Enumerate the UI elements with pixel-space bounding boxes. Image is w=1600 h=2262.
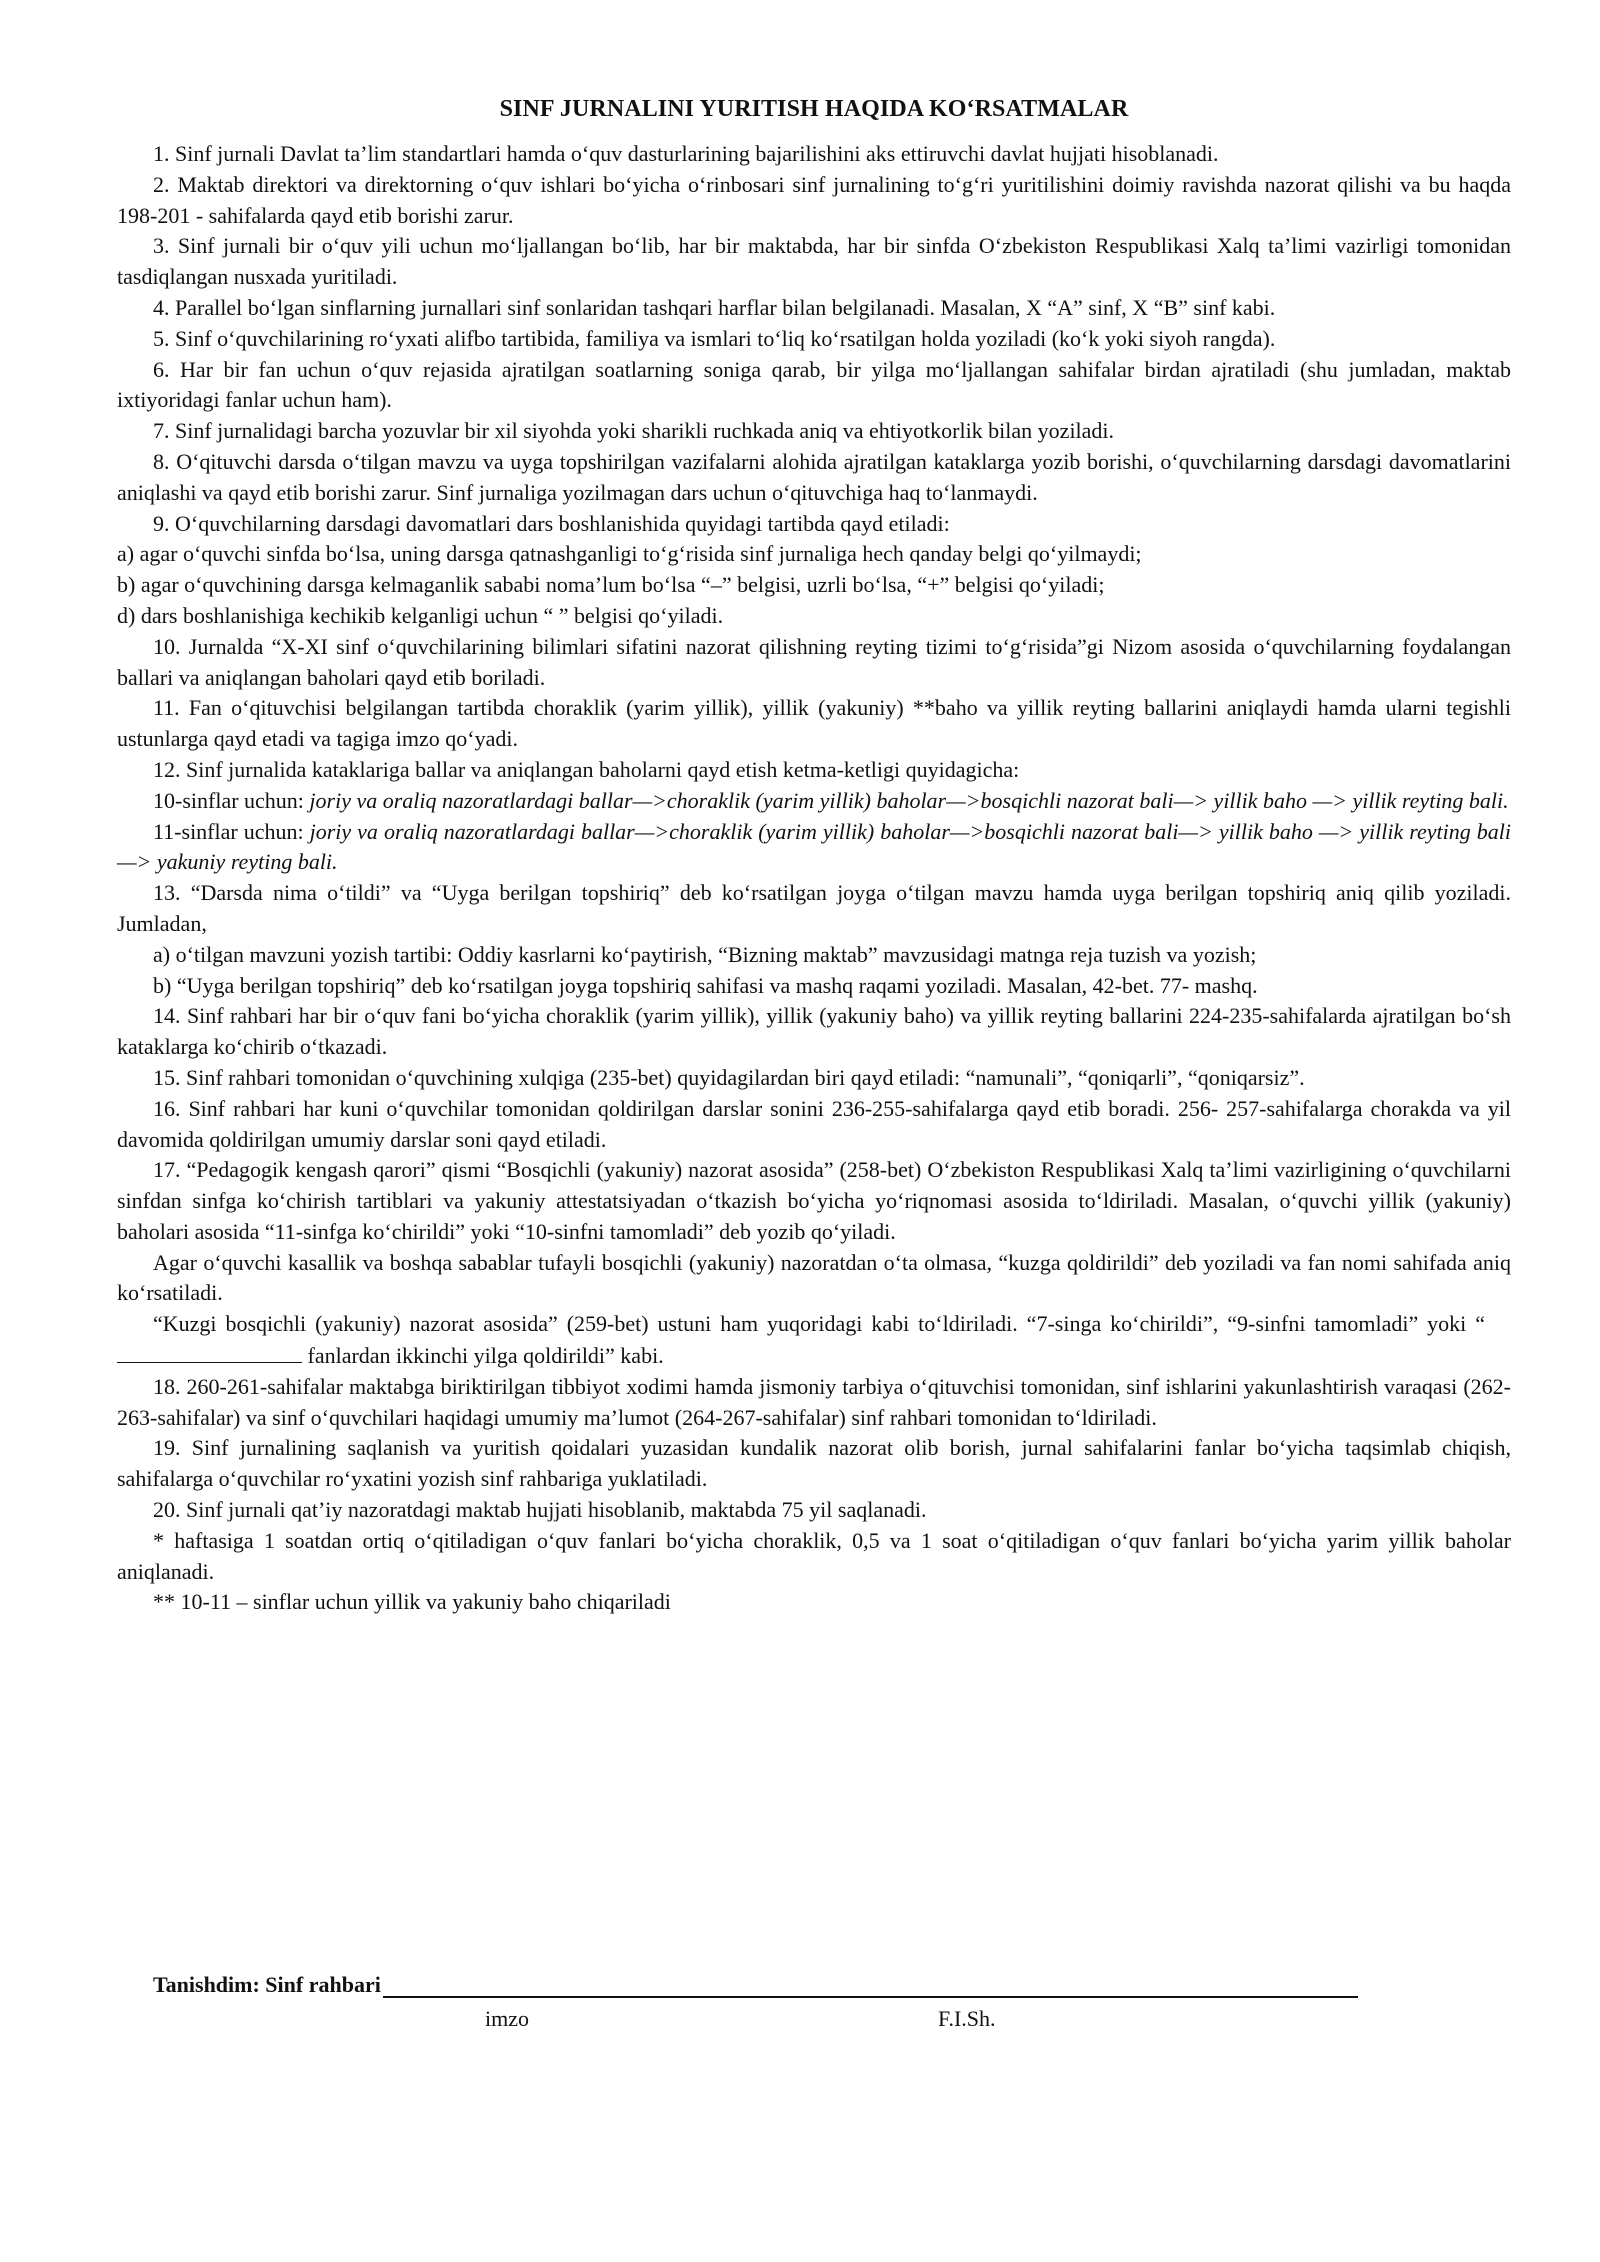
signature-line <box>383 1974 1358 1998</box>
item-8: 8. O‘qituvchi darsda o‘tilgan mavzu va uyga topshirilgan vazifalarni alohida ajratilgan kataklarga yozib borishi, o‘quvchilarning darsdagi davomatlarini aniqlashi va qayd etib borishi zarur. Sinf jurnaliga yozilmagan dars uchun o‘qituvchiga haq to‘lanmaydi. <box>117 448 1511 505</box>
item-17-autumn-text-a: “Kuzgi bosqichli (yakuniy) nazorat asosida” (259-bet) ustuni ham yuqoridagi kabi to‘ldiriladi. “7-singa ko‘chirildi”, “9-sinfni tamomladi” yoki “ <box>153 1311 1485 1337</box>
footnote-1: * haftasiga 1 soatdan ortiq o‘qitiladigan o‘quv fanlari bo‘yicha choraklik, 0,5 va 1 soat o‘qitiladigan o‘quv fanlari bo‘yicha yarim yillik baholar aniqlanadi. <box>117 1527 1511 1584</box>
item-17-autumn-text-b: fanlardan ikkinchi yilga qoldirildi” kabi. <box>307 1343 664 1369</box>
instructions-body <box>117 139 1511 1618</box>
item-2: 2. Maktab direktori va direktorning o‘quv ishlari bo‘yicha o‘rinbosari sinf jurnalining to‘g‘ri yuritilishini doimiy ravishda nazorat qilishi va bu haqda 198-201 - sahifalarda qayd etib borishi zarur. <box>117 171 1511 228</box>
item-11: 11. Fan o‘qituvchisi belgilangan tartibda choraklik (yarim yillik), yillik (yakuniy) **baho va yillik reyting ballarini aniqlaydi hamda ularni tegishli ustunlarga qayd etadi va tagiga imzo qo‘yadi. <box>117 695 1511 752</box>
item-9-b: b) agar o‘quvchining darsga kelmaganlik sababi noma’lum bo‘lsa “–” belgisi, uzrli bo‘lsa, “+” belgisi qo‘yiladi; <box>117 572 1105 598</box>
item-13-a: a) o‘tilgan mavzuni yozish tartibi: Oddiy kasrlarni ko‘paytirish, “Bizning maktab” mavzusidagi matnga reja tuzish va yozish; <box>153 941 1257 967</box>
item-3: 3. Sinf jurnali bir o‘quv yili uchun mo‘ljallangan bo‘lib, har bir maktabda, har bir sinfda O‘zbekiston Respublikasi Xalq ta’limi vazirligi tomonidan tasdiqlangan nusxada yuritiladi. <box>117 233 1511 290</box>
item-5: 5. Sinf o‘quvchilarining ro‘yxati alifbo tartibida, familiya va ismlari to‘liq ko‘rsatilgan holda yoziladi (ko‘k yoki siyoh rangda). <box>153 325 1276 351</box>
item-12: 12. Sinf jurnalida kataklariga ballar va aniqlangan baholarni qayd etish ketma-ketligi quyidagicha: <box>153 756 1020 782</box>
item-16: 16. Sinf rahbari har kuni o‘quvchilar tomonidan qoldirilgan darslar sonini 236-255-sahifalarga qayd etib boradi. 256- 257-sahifalarga chorakda va yil davomida qoldirilgan umumiy darslar soni qayd etiladi. <box>117 1095 1511 1152</box>
document-page <box>117 96 1511 1618</box>
item-12-grade-11 <box>117 817 1511 879</box>
item-6: 6. Har bir fan uchun o‘quv rejasida ajratilgan soatlarning soniga qarab, bir yilga mo‘ljallangan sahifalar birdan ajratiladi (shu jumladan, maktab ixtiyoridagi fanlar uchun ham). <box>117 356 1511 413</box>
item-12-grade-11-sequence: joriy va oraliq nazoratlardagi ballar—>choraklik (yarim yillik) baholar—>bosqichli nazorat bali—> yillik baho —> yillik reyting bali —> yakuniy reyting bali. <box>117 818 1511 875</box>
item-7: 7. Sinf jurnalidagi barcha yozuvlar bir xil siyohda yoki sharikli ruchkada aniq va ehtiyotkorlik bilan yoziladi. <box>153 418 1115 444</box>
signature-caption-fish: F.I.Sh. <box>938 2006 996 2031</box>
item-9: 9. O‘quvchilarning darsdagi davomatlari dars boshlanishida quyidagi tartibda qayd etiladi: <box>153 510 950 536</box>
item-12-grade-10-sequence: joriy va oraliq nazoratlardagi ballar—>choraklik (yarim yillik) baholar—>bosqichli nazorat bali—> yillik baho —> yillik reyting bali. <box>309 787 1509 813</box>
item-18: 18. 260-261-sahifalar maktabga biriktirilgan tibbiyot xodimi hamda jismoniy tarbiya o‘qituvchisi tomonidan, sinf ishlarini yakunlashtirish varaqasi (262-263-sahifalar) va sinf o‘quvchilari haqidagi umumiy ma’lumot (264-267-sahifalar) sinf rahbari tomonidan to‘ldiriladi. <box>117 1373 1511 1430</box>
item-20: 20. Sinf jurnali qat’iy nazoratdagi maktab hujjati hisoblanib, maktabda 75 yil saqlanadi. <box>153 1497 927 1523</box>
item-13-b: b) “Uyga berilgan topshiriq” deb ko‘rsatilgan joyga topshiriq sahifasi va mashq raqami yoziladi. Masalan, 42-bet. 77- mashq. <box>153 972 1258 998</box>
item-1: 1. Sinf jurnali Davlat ta’lim standartlari hamda o‘quv dasturlarining bajarilishini aks ettiruvchi davlat hujjati hisoblanadi. <box>153 141 1219 166</box>
document-title: SINF JURNALINI YURITISH HAQIDA KO‘RSATMALAR <box>499 96 1129 122</box>
signature-row <box>153 1972 1358 1998</box>
item-14: 14. Sinf rahbari har bir o‘quv fani bo‘yicha choraklik (yarim yillik), yillik (yakuniy baho) va yillik reyting ballarini 224-235-sahifalarda ajratilgan bo‘sh kataklarga ko‘chirib o‘tkazadi. <box>117 1003 1511 1060</box>
item-15: 15. Sinf rahbari tomonidan o‘quvchining xulqiga (235-bet) quyidagilardan biri qayd etiladi: “namunali”, “qoniqarli”, “qoniqarsiz”. <box>153 1064 1305 1090</box>
signature-caption-imzo: imzo <box>485 2006 529 2031</box>
item-13: 13. “Darsda nima o‘tildi” va “Uyga berilgan topshiriq” deb ko‘rsatilgan joyga o‘tilgan mavzu hamda uyga berilgan topshiriq aniq qilib yoziladi. Jumladan, <box>117 880 1511 936</box>
item-9-a: a) agar o‘quvchi sinfda bo‘lsa, uning darsga qatnashganligi to‘g‘risida sinf jurnaliga hech qanday belgi qo‘yilmaydi; <box>117 541 1142 567</box>
footnote-2: ** 10-11 – sinflar uchun yillik va yakuniy baho chiqariladi <box>153 1589 671 1615</box>
item-12-grade-10-lead: 10-sinflar uchun: <box>153 787 310 813</box>
blank-fill-line <box>117 1340 302 1363</box>
item-12-grade-10 <box>117 786 1511 817</box>
item-9-d: d) dars boshlanishiga kechikib kelganligi uchun “ ” belgisi qo‘yiladi. <box>117 602 724 628</box>
item-17-autumn-note: Agar o‘quvchi kasallik va boshqa sabablar tufayli bosqichli (yakuniy) nazoratdan o‘ta olmasa, “kuzga qoldirildi” deb yoziladi va fan nomi sahifada aniq ko‘rsatiladi. <box>117 1249 1511 1306</box>
item-10: 10. Jurnalda “X-XI sinf o‘quvchilarining bilimlari sifatini nazorat qilishning reyting tizimi to‘g‘risida”gi Nizom asosida o‘quvchilarning foydalangan ballari va aniqlangan baholari qayd etib boriladi. <box>117 633 1511 690</box>
signature-label: Tanishdim: Sinf rahbari <box>153 1972 381 1997</box>
item-17-autumn-column <box>117 1309 1511 1372</box>
item-12-grade-11-lead: 11-sinflar uchun: <box>153 818 310 844</box>
item-17: 17. “Pedagogik kengash qarori” qismi “Bosqichli (yakuniy) nazorat asosida” (258-bet) O‘zbekiston Respublikasi Xalq ta’limi vazirligining o‘quvchilarni sinfdan sinfga ko‘chirish tartiblari va yakuniy attestatsiyadan o‘tkazish bo‘yicha yo‘riqnomasi asosida to‘ldiriladi. Masalan, o‘quvchi yillik (yakuniy) baholari asosida “11-sinfga ko‘chirildi” yoki “10-sinfni tamomladi” deb yozib qo‘yiladi. <box>117 1157 1511 1244</box>
item-19: 19. Sinf jurnalining saqlanish va yuritish qoidalari yuzasidan kundalik nazorat olib borish, jurnal sahifalarini fanlar bo‘yicha taqsimlab chiqish, sahifalarga o‘quvchilar ro‘yxatini yozish sinf rahbariga yuklatiladi. <box>117 1435 1511 1492</box>
item-4: 4. Parallel bo‘lgan sinflarning jurnallari sinf sonlaridan tashqari harflar bilan belgilanadi. Masalan, X “A” sinf, X “B” sinf kabi. <box>153 294 1276 320</box>
